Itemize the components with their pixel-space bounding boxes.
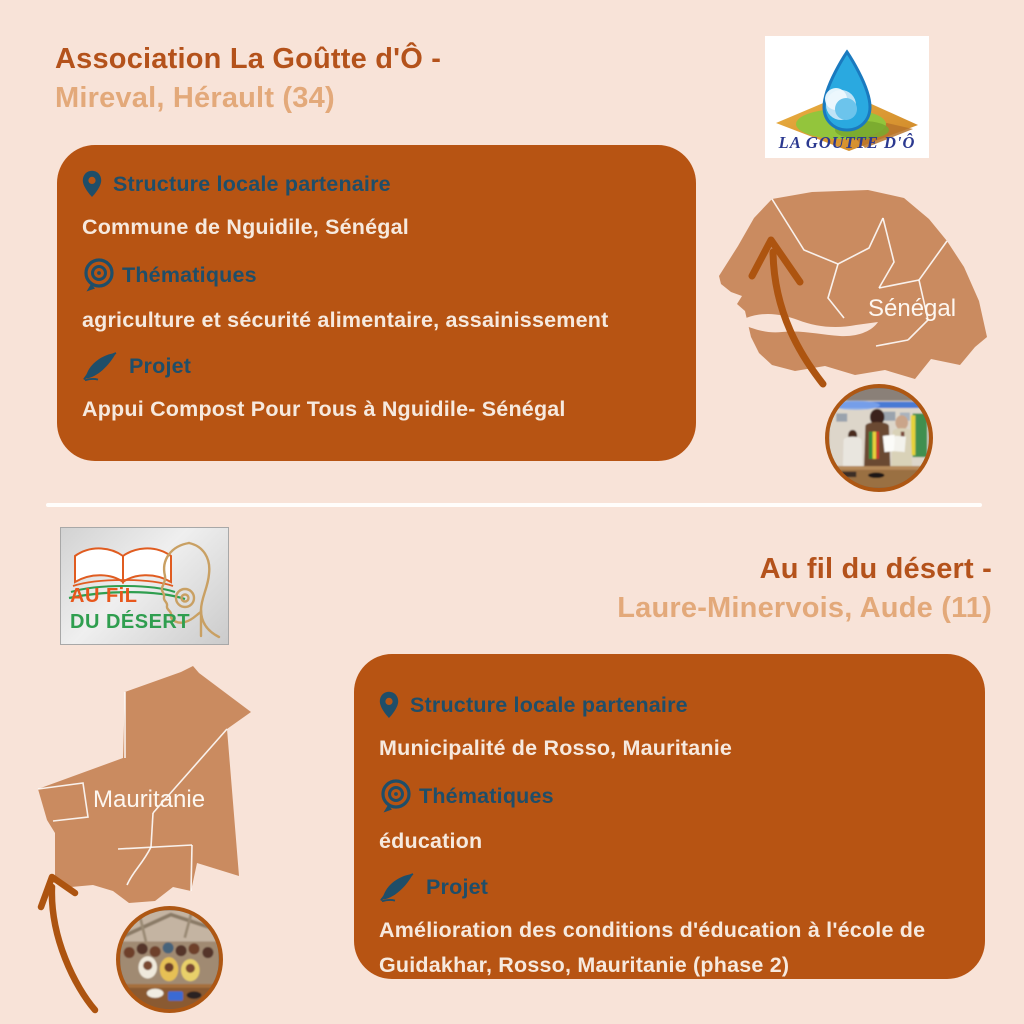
- goutte-logo: [765, 36, 929, 158]
- section2-title-location: Laure-Minervois, Aude (11): [617, 592, 992, 624]
- goutte-info-card: [57, 145, 696, 461]
- desert-partner-label: Structure locale partenaire: [410, 692, 688, 717]
- goutte-project-header: [82, 351, 668, 381]
- desert-school-photo: [116, 906, 223, 1013]
- desert-partner-header: [379, 690, 957, 720]
- desert-logo: [60, 527, 229, 645]
- section-divider: [46, 503, 982, 507]
- map-pin-icon: [379, 691, 399, 719]
- desert-themes-label: Thématiques: [419, 783, 554, 808]
- desert-partner-value: Municipalité de Rosso, Mauritanie: [379, 736, 733, 760]
- section2-title-association: Au fil du désert -: [759, 553, 992, 585]
- mauritania-map-label: Mauritanie: [93, 786, 206, 813]
- desert-project-label: Projet: [426, 874, 489, 899]
- desert-logo-line2: DU DÉSERT: [70, 611, 191, 633]
- goutte-partner-label: Structure locale partenaire: [113, 171, 391, 196]
- goutte-logo-text: LA GOUTTE D'Ô: [778, 133, 916, 152]
- goutte-themes-label: Thématiques: [122, 262, 257, 287]
- goutte-themes-header: [82, 260, 668, 290]
- mauritania-arrow-icon: [41, 877, 95, 1010]
- desert-themes-header: [379, 781, 957, 811]
- quill-icon: [82, 351, 118, 381]
- target-icon: [379, 778, 415, 814]
- goutte-project-value: Appui Compost Pour Tous à Nguidile- Sénégal: [82, 397, 566, 421]
- goutte-partner-value: Commune de Nguidile, Sénégal: [82, 215, 409, 239]
- goutte-partner-header: [82, 169, 668, 199]
- senegal-map-label: Sénégal: [868, 295, 957, 322]
- goutte-partnership-photo: [825, 384, 933, 492]
- desert-project-header: [379, 872, 957, 902]
- map-pin-icon: [82, 170, 102, 198]
- desert-logo-line1: AU FiL: [70, 585, 138, 607]
- classroom-photo-image: [120, 910, 219, 1009]
- goutte-themes-value: agriculture et sécurité alimentaire, assainissement: [82, 308, 609, 332]
- section1-title: [55, 40, 441, 118]
- goutte-project-label: Projet: [129, 353, 192, 378]
- section1-title-location: Mireval, Hérault (34): [55, 82, 335, 114]
- desert-info-card: [354, 654, 985, 979]
- section1-title-association: Association La Goûtte d'Ô -: [55, 43, 442, 75]
- target-icon: [82, 257, 118, 293]
- senegal-map: [716, 188, 992, 398]
- ceremony-photo-image: [829, 388, 929, 488]
- desert-themes-value: éducation: [379, 829, 483, 853]
- desert-project-value: Amélioration des conditions d'éducation à l'école de Guidakhar, Rosso, Mauritanie (phase 2): [379, 918, 926, 977]
- quill-icon: [379, 872, 415, 902]
- section2-title: [617, 550, 992, 628]
